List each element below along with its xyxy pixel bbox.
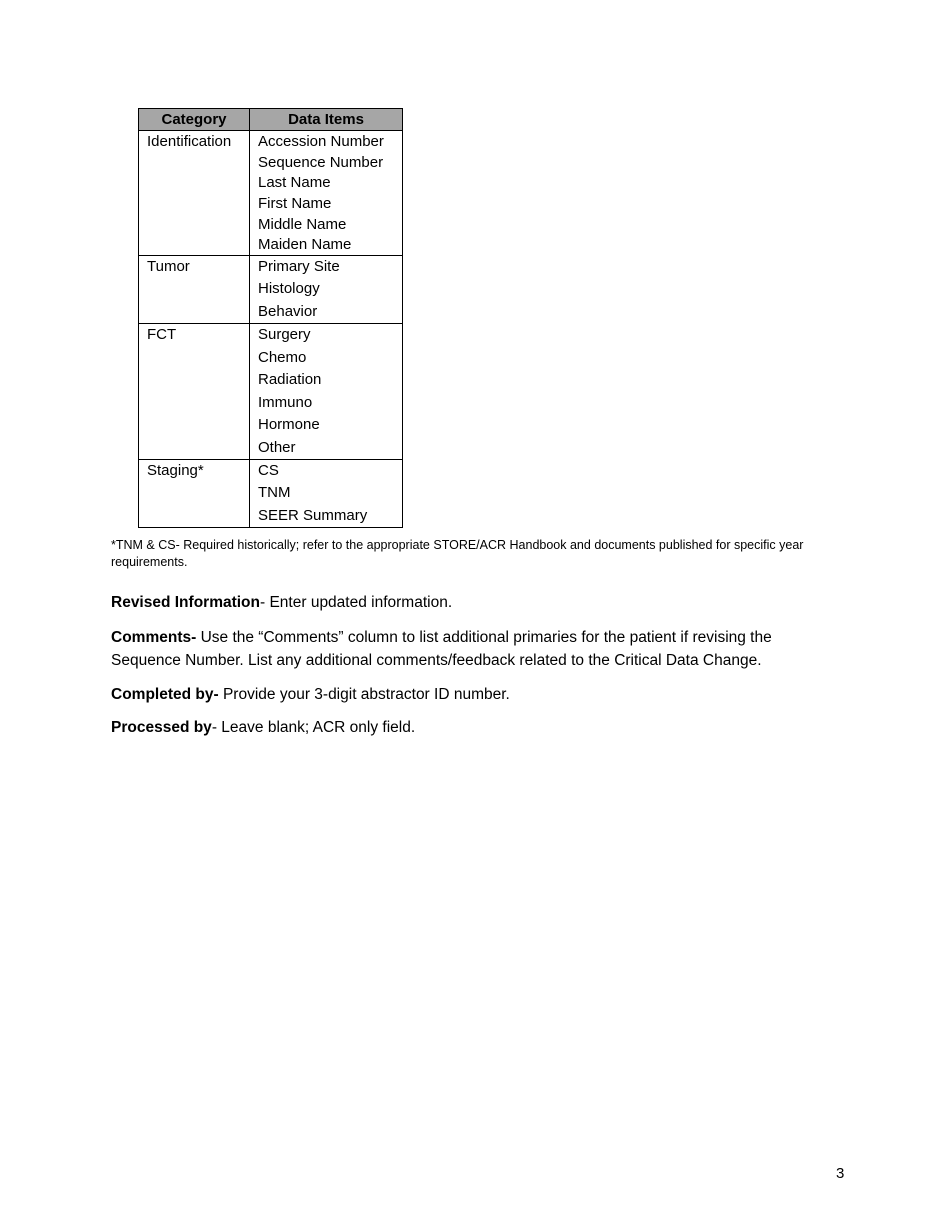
data-item: Histology xyxy=(258,280,320,298)
category-cell xyxy=(139,460,250,528)
header-data-items: Data Items xyxy=(250,109,403,131)
data-item: Other xyxy=(258,438,296,456)
category-cell xyxy=(139,256,250,324)
table-footnote: *TNM & CS- Required historically; refer to the appropriate STORE/ACR Handbook and documents published for specific year requirements. xyxy=(111,538,804,569)
revised-information-text: - Enter updated information. xyxy=(260,594,453,611)
table-header-row xyxy=(139,109,403,131)
comments-paragraph xyxy=(111,627,831,672)
completed-by-label: Completed by- xyxy=(111,686,219,703)
processed-by-text: - Leave blank; ACR only field. xyxy=(211,719,416,736)
header-category: Category xyxy=(139,109,250,131)
page-number: 3 xyxy=(836,1165,845,1182)
data-item: Primary Site xyxy=(258,258,340,276)
data-item: Maiden Name xyxy=(258,236,352,254)
data-item: CS xyxy=(258,462,279,480)
category-label: Tumor xyxy=(147,258,190,276)
table-row xyxy=(139,324,403,460)
revised-information-label: Revised Information xyxy=(111,594,260,611)
data-item: Hormone xyxy=(258,416,320,434)
category-label: FCT xyxy=(147,326,177,344)
completed-by-paragraph xyxy=(111,684,831,707)
data-item: Surgery xyxy=(258,326,311,344)
data-item: Radiation xyxy=(258,371,322,389)
data-item: Behavior xyxy=(258,302,318,320)
category-label: Identification xyxy=(147,133,232,150)
data-item: Chemo xyxy=(258,348,307,366)
comments-label: Comments- xyxy=(111,629,197,646)
data-items-table xyxy=(138,108,403,528)
category-cell xyxy=(139,324,250,460)
processed-by-label: Processed by xyxy=(111,719,212,736)
items-cell xyxy=(250,460,403,528)
data-item: Sequence Number xyxy=(258,153,384,171)
data-item: TNM xyxy=(258,484,291,502)
data-item: Immuno xyxy=(258,393,313,411)
data-item: First Name xyxy=(258,195,332,213)
data-item: SEER Summary xyxy=(258,506,368,524)
category-label: Staging* xyxy=(147,462,204,480)
comments-text: Use the “Comments” column to list additional primaries for the patient if revising the Sequence Number. List any additional comments/feedback related to the Critical Data Change. xyxy=(111,629,772,669)
items-cell xyxy=(250,256,403,324)
items-cell xyxy=(250,324,403,460)
completed-by-text: Provide your 3-digit abstractor ID number. xyxy=(218,686,510,703)
revised-information-paragraph xyxy=(111,592,831,615)
processed-by-paragraph xyxy=(111,717,831,740)
table-row xyxy=(139,460,403,528)
data-item: Last Name xyxy=(258,174,331,192)
table-row xyxy=(139,131,403,256)
items-cell xyxy=(250,131,403,256)
data-item: Middle Name xyxy=(258,215,347,233)
data-item: Accession Number xyxy=(258,133,384,150)
table-row xyxy=(139,256,403,324)
category-cell xyxy=(139,131,250,256)
